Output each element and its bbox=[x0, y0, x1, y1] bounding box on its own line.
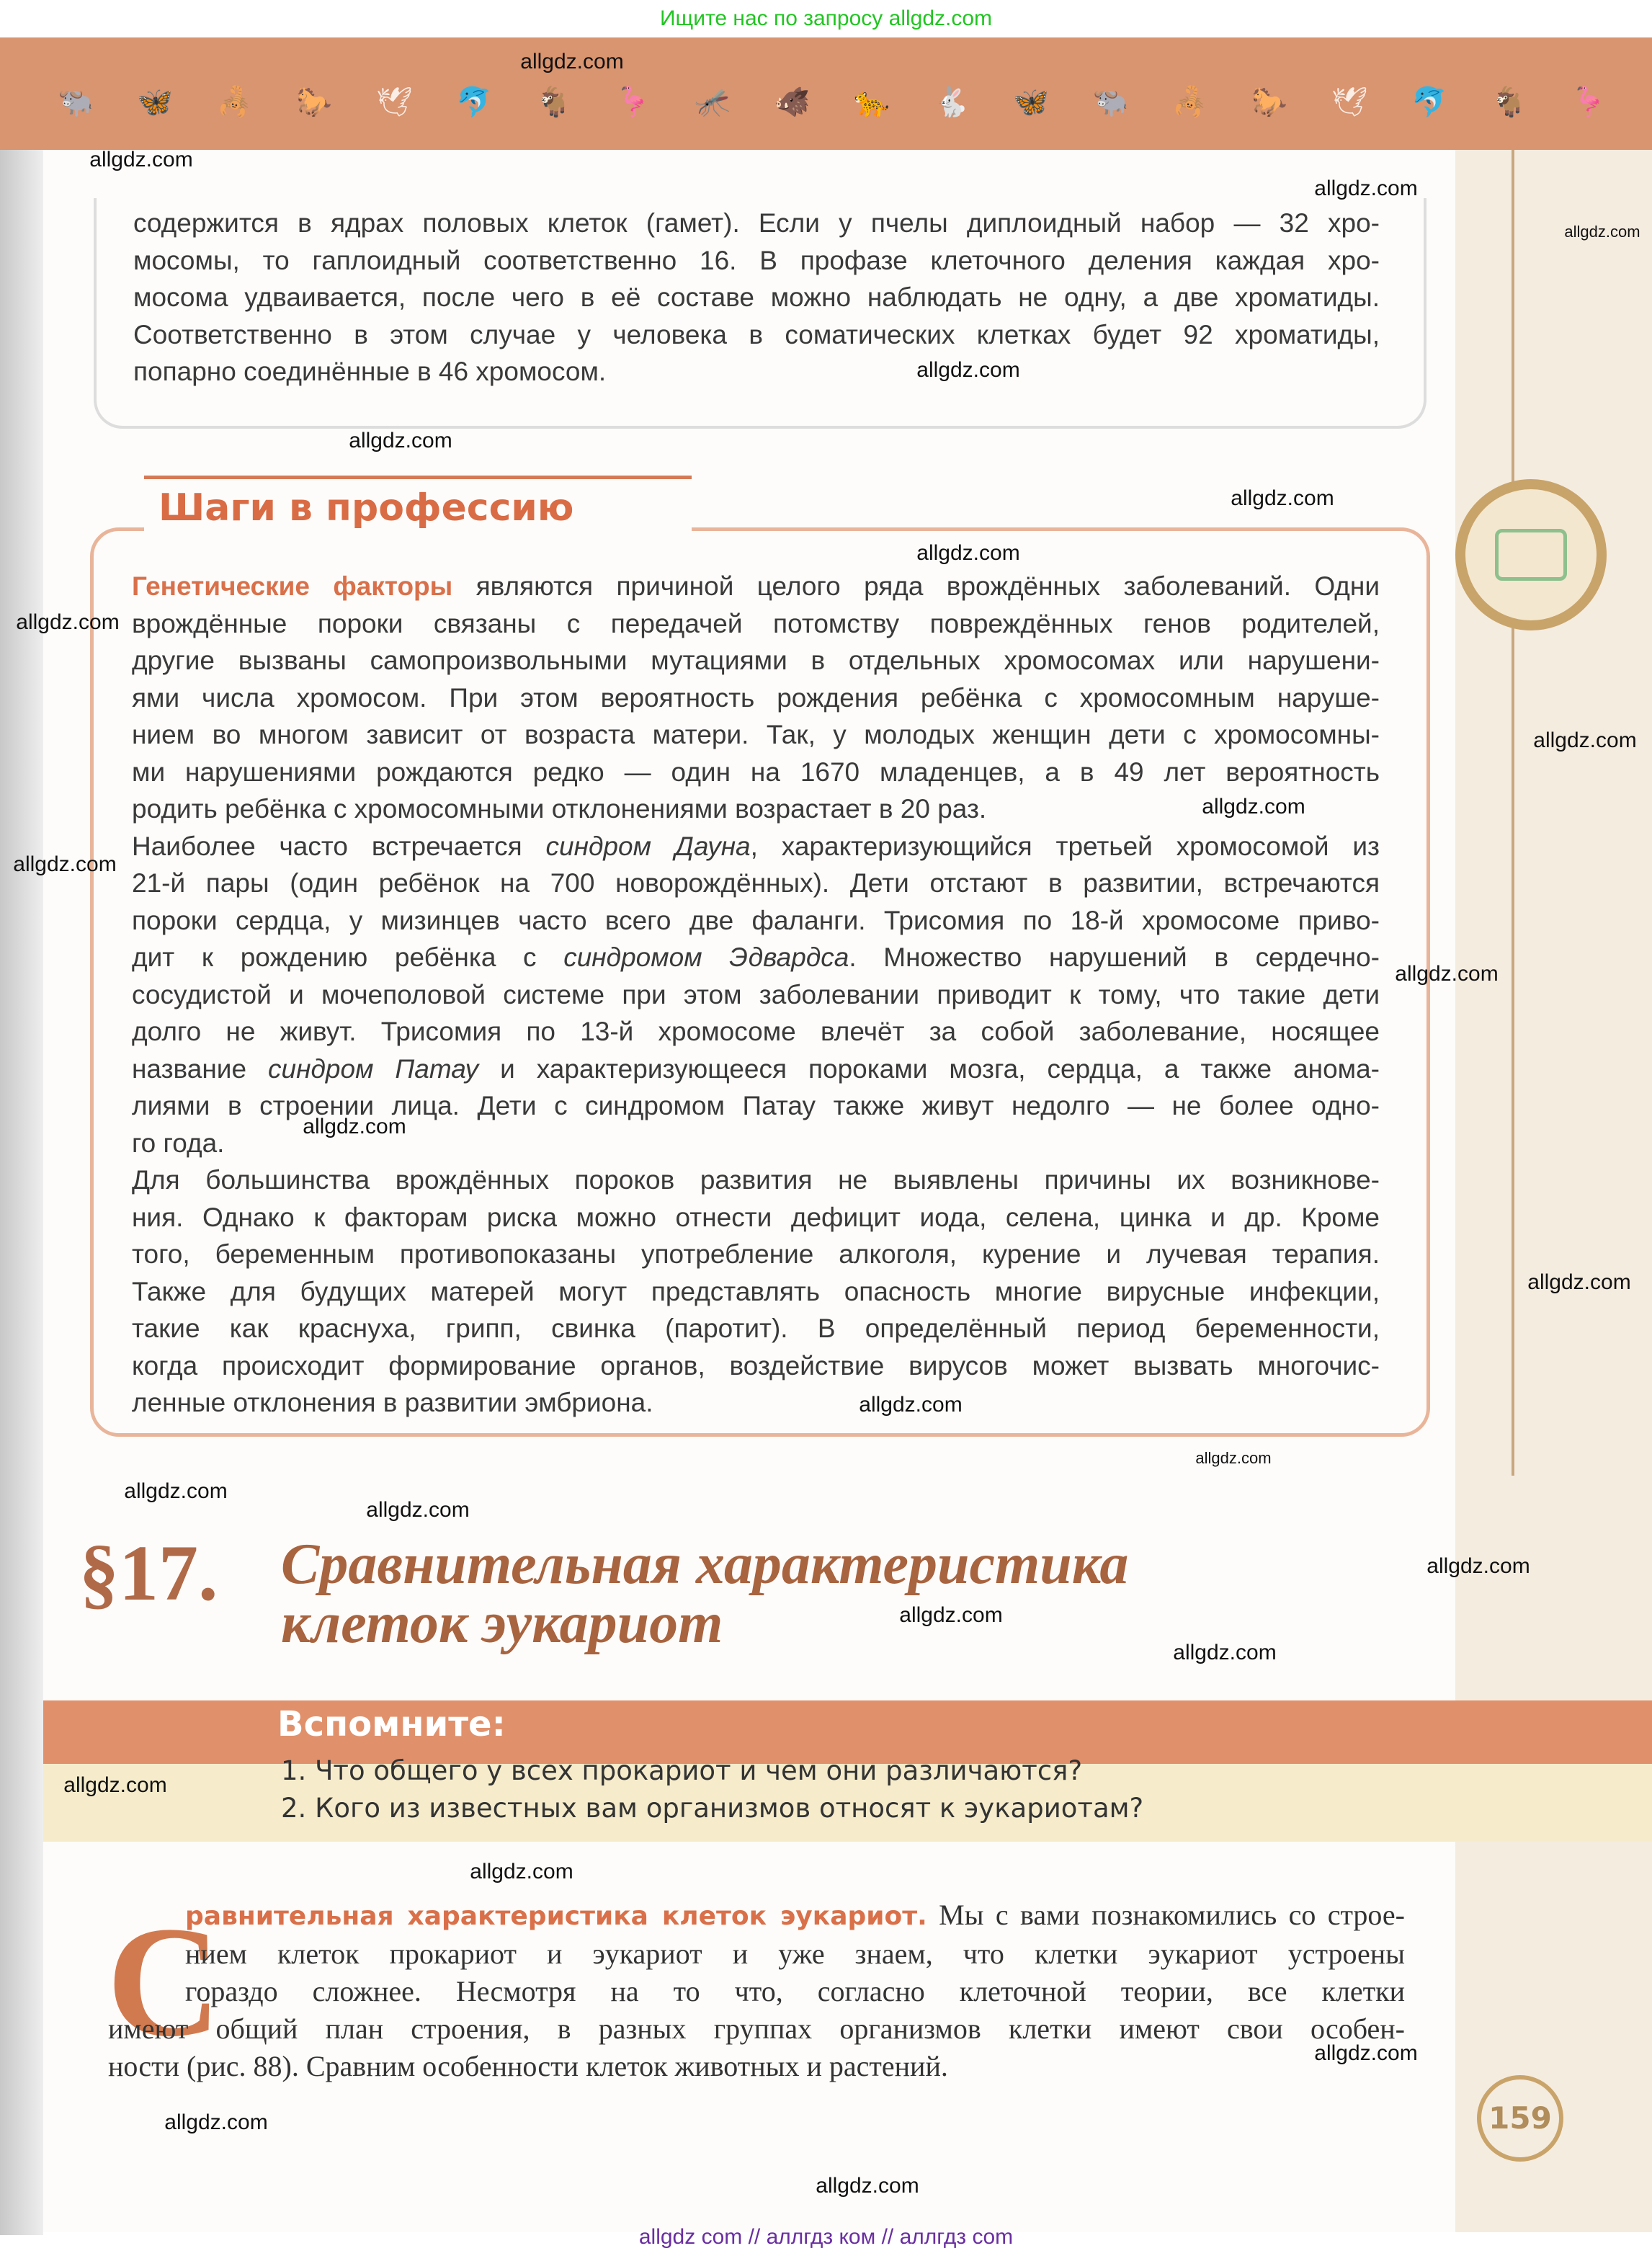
text-line: мосома удваивается, после чего в её составе можно наблюдать не одну, а две хроматиды. bbox=[133, 282, 1380, 312]
intro-paragraph bbox=[108, 1896, 1405, 2085]
watermark: allgdz.com bbox=[1527, 1270, 1631, 1294]
career-title: Шаги в профессию bbox=[158, 486, 574, 530]
text-line bbox=[132, 754, 1380, 791]
text-line: Соответственно в этом случае у человека в соматических клетках будет 92 хроматиды, bbox=[133, 319, 1380, 349]
watermark: allgdz.com bbox=[470, 1860, 573, 1883]
syndrome-name: синдром Дауна bbox=[545, 831, 751, 861]
watermark: allgdz.com bbox=[520, 50, 624, 73]
text-segment: нием во многом зависит от возраста матери. Так, у молодых женщин дети с хромосомны- bbox=[132, 720, 1380, 749]
watermark: allgdz.com bbox=[1202, 795, 1305, 819]
continued-text bbox=[133, 205, 1380, 391]
watermark: allgdz.com bbox=[366, 1498, 470, 1522]
text-line bbox=[132, 1013, 1380, 1051]
footer-watermark: allgdz com // аллгдз ком // аллгдз com bbox=[638, 2225, 1014, 2249]
text-segment: ности (рис. 88). Сравним особенности клеток животных и растений. bbox=[108, 2050, 948, 2082]
section-title bbox=[281, 1535, 1128, 1653]
watermark: allgdz.com bbox=[1173, 1641, 1277, 1664]
text-segment: имеют общий план строения, в разных группах организмов клетки имеют свои особен- bbox=[108, 2012, 1405, 2045]
text-segment: долго не живут. Трисомия по 13-й хромосоме влечёт за собой заболевание, носящее bbox=[132, 1017, 1380, 1046]
text-line: содержится в ядрах половых клеток (гамет). Если у пчелы диплоидный набор — 32 хро- bbox=[133, 208, 1380, 238]
watermark: allgdz.com bbox=[1395, 962, 1499, 986]
section-number: §17. bbox=[79, 1529, 218, 1617]
text-segment: лиями в строении лица. Дети с синдромом Патау также живут недолго — не более одно- bbox=[132, 1091, 1380, 1120]
text-line bbox=[132, 568, 1380, 605]
remember-item: 2. Кого из известных вам организмов относят к эукариотам? bbox=[281, 1793, 1144, 1824]
text-segment: родить ребёнка с хромосомными отклонениями возрастает в 20 раз. bbox=[132, 794, 987, 824]
text-segment: Наиболее часто встречается bbox=[132, 831, 546, 861]
text-line bbox=[132, 1236, 1380, 1273]
text-line bbox=[108, 1973, 1405, 2010]
top-banner: Ищите нас по запросу allgdz.com bbox=[0, 0, 1652, 37]
text-line bbox=[132, 828, 1380, 865]
drop-cap: С bbox=[107, 1894, 221, 2069]
text-segment: Для большинства врождённых пороков развития не выявлены причины их возникнове- bbox=[132, 1165, 1380, 1195]
section-title-line: Сравнительная характеристика bbox=[281, 1533, 1129, 1596]
watermark: allgdz.com bbox=[916, 541, 1020, 565]
text-segment: Мы с вами познакомились со строе- bbox=[927, 1899, 1405, 1931]
text-line: попарно соединённые в 46 хромосом. bbox=[133, 357, 607, 386]
text-line bbox=[132, 939, 1380, 976]
text-line bbox=[132, 679, 1380, 717]
text-segment: . Множество нарушений в сердечно- bbox=[849, 942, 1380, 972]
text-segment: ния. Однако к факторам риска можно отнести дефицит иода, селена, цинка и др. Кроме bbox=[132, 1202, 1380, 1232]
text-segment: ми нарушениями рождаются редко — один на 1670 младенцев, а в 49 лет вероятность bbox=[132, 757, 1380, 787]
watermark: allgdz.com bbox=[16, 610, 120, 634]
watermark: allgdz.com bbox=[13, 852, 117, 876]
text-line bbox=[108, 2010, 1405, 2048]
watermark: allgdz.com bbox=[63, 1773, 167, 1797]
text-segment: , характеризующийся третьей хромосомой из bbox=[750, 831, 1380, 861]
text-line bbox=[132, 1051, 1380, 1088]
text-line bbox=[132, 1347, 1380, 1385]
watermark: allgdz.com bbox=[1195, 1449, 1272, 1467]
text-line bbox=[132, 1310, 1380, 1347]
briefcase-icon bbox=[1455, 479, 1607, 630]
text-segment: сосудистой и мочеполовой системе при этом заболевании приводит к тому, что такие дети bbox=[132, 979, 1380, 1009]
text-line bbox=[132, 1162, 1380, 1199]
watermark: allgdz.com bbox=[1231, 486, 1334, 510]
text-line bbox=[108, 2048, 1405, 2085]
text-segment: другие вызваны самопроизвольными мутациями в отдельных хромосомах или нарушени- bbox=[132, 646, 1380, 675]
watermark: allgdz.com bbox=[1564, 223, 1640, 241]
text-segment: ленные отклонения в развитии эмбриона. bbox=[132, 1388, 653, 1417]
watermark: allgdz.com bbox=[1426, 1554, 1530, 1578]
text-segment: врождённые пороки связаны с передачей потомству повреждённых генов родителей, bbox=[132, 608, 1380, 638]
margin-strip bbox=[1455, 150, 1652, 2232]
career-text bbox=[132, 568, 1380, 1422]
text-line bbox=[132, 790, 1380, 828]
text-line bbox=[132, 605, 1380, 643]
text-segment: такие как краснуха, грипп, свинка (паротит). В определённый период беременности, bbox=[132, 1314, 1380, 1343]
text-segment: нием клеток прокариот и эукариот и уже знаем, что клетки эукариот устроены bbox=[185, 1938, 1405, 1970]
text-segment: ями числа хромосом. При этом вероятность рождения ребёнка с хромосомным наруше- bbox=[132, 682, 1380, 713]
text-line bbox=[132, 902, 1380, 940]
text-line bbox=[132, 865, 1380, 902]
text-segment: и характеризующееся пороками мозга, сердца, а также анома- bbox=[478, 1053, 1380, 1084]
page-number: 159 bbox=[1477, 2075, 1563, 2162]
text-segment: того, беременным противопоказаны употребление алкоголя, курение и лучевая терапия. bbox=[132, 1239, 1380, 1269]
text-segment: Также для будущих матерей могут представлять опасность многие вирусные инфекции, bbox=[132, 1276, 1380, 1306]
text-segment: являются причиной целого ряда врождённых заболеваний. Одни bbox=[452, 571, 1380, 601]
text-segment: дит к рождению ребёнка с bbox=[132, 942, 564, 972]
syndrome-name: синдром Патау bbox=[268, 1053, 479, 1084]
remember-item: 1. Что общего у всех прокариот и чем они различаются? bbox=[281, 1755, 1083, 1786]
highlight-term: Генетические факторы bbox=[132, 571, 453, 601]
text-segment: гораздо сложнее. Несмотря на то что, согласно клеточной теории, все клетки bbox=[185, 1975, 1405, 2007]
text-line bbox=[132, 976, 1380, 1014]
watermark: allgdz.com bbox=[1533, 728, 1637, 752]
text-segment: название bbox=[132, 1053, 269, 1084]
section-title-line: клеток эукариот bbox=[281, 1592, 723, 1655]
watermark: allgdz.com bbox=[349, 429, 452, 452]
watermark: allgdz.com bbox=[816, 2174, 919, 2198]
text-line bbox=[132, 1199, 1380, 1236]
remember-title: Вспомните: bbox=[277, 1704, 506, 1744]
text-segment: пороки сердца, у мизинцев часто всего две фаланги. Трисомия по 18-й хромосоме приво- bbox=[132, 905, 1380, 935]
animal-silhouettes-icon: 🐃 🦋 🦂 🐎 🕊 🐬 🐐 🦩 🦟 🐗 🐆 🐇 🦋 🐃 🦂 🐎 🕊 🐬 🐐 🦩 bbox=[58, 86, 1607, 119]
syndrome-name: синдромом Эдвардса bbox=[563, 942, 849, 972]
text-segment: го года. bbox=[132, 1128, 225, 1158]
margin-line bbox=[1512, 150, 1514, 1476]
text-line bbox=[132, 642, 1380, 679]
watermark: allgdz.com bbox=[124, 1479, 228, 1503]
book-spine bbox=[0, 37, 43, 2235]
watermark: allgdz.com bbox=[303, 1115, 406, 1138]
watermark: allgdz.com bbox=[164, 2110, 268, 2134]
watermark: allgdz.com bbox=[89, 148, 193, 171]
text-line bbox=[108, 1896, 1405, 1935]
text-line bbox=[108, 1935, 1405, 1973]
text-line bbox=[132, 1273, 1380, 1311]
watermark: allgdz.com bbox=[1314, 177, 1418, 200]
text-segment: 21-й пары (один ребёнок на 700 новорождённых). Дети отстают в развитии, встречаются bbox=[132, 868, 1380, 898]
text-line bbox=[132, 716, 1380, 754]
watermark: allgdz.com bbox=[1314, 2041, 1418, 2065]
text-segment: когда происходит формирование органов, воздействие вирусов может вызвать многочис- bbox=[132, 1350, 1380, 1381]
text-line bbox=[132, 1384, 1380, 1422]
watermark: allgdz.com bbox=[899, 1603, 1003, 1627]
text-line: мосомы, то гаплоидный соответственно 16. В профазе клеточного деления каждая хро- bbox=[133, 245, 1380, 275]
watermark: allgdz.com bbox=[859, 1393, 963, 1417]
watermark: allgdz.com bbox=[916, 358, 1020, 382]
intro-lead: равнительная характеристика клеток эукариот. bbox=[185, 1901, 927, 1931]
